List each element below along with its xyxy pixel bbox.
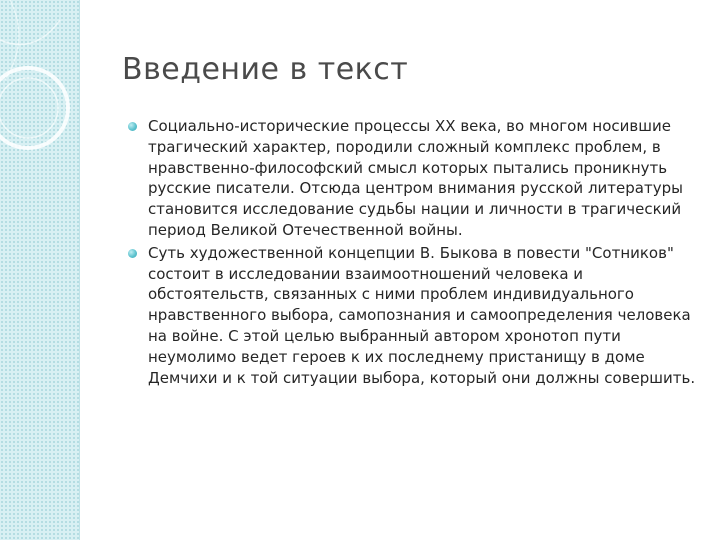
bullet-text: Суть художественной концепции В. Быкова в повести "Сотников" состоит в исследовании взаимоотношений человека и обстоятельств, связанных с ними проблем индивидуального нравственного выбора, самопознания и самоопределения человека на войне. С этой целью выбранный автором хронотоп пути неумолимо ведет героев к их последнему пристанищу в доме Демчихи и к той ситуации выбора, который они должны совершить. (148, 243, 696, 387)
bullet-list (128, 116, 698, 390)
slide-title: Введение в текст (122, 52, 409, 87)
bullet-text: Социально-исторические процессы XX века, во многом носившие трагический характер, породили сложный комплекс проблем, в нравственно-философский смысл которых пытались проникнуть русские писатели. Отсюда центром внимания русской литературы становится исследование судьбы нации и личности в трагический период Великой Отечественной войны. (148, 117, 683, 239)
bullet-point-icon (128, 122, 137, 131)
bullet-item (128, 243, 698, 389)
bullet-item (128, 116, 698, 241)
decorative-arcs (0, 0, 80, 540)
bullet-point-icon (128, 249, 137, 258)
